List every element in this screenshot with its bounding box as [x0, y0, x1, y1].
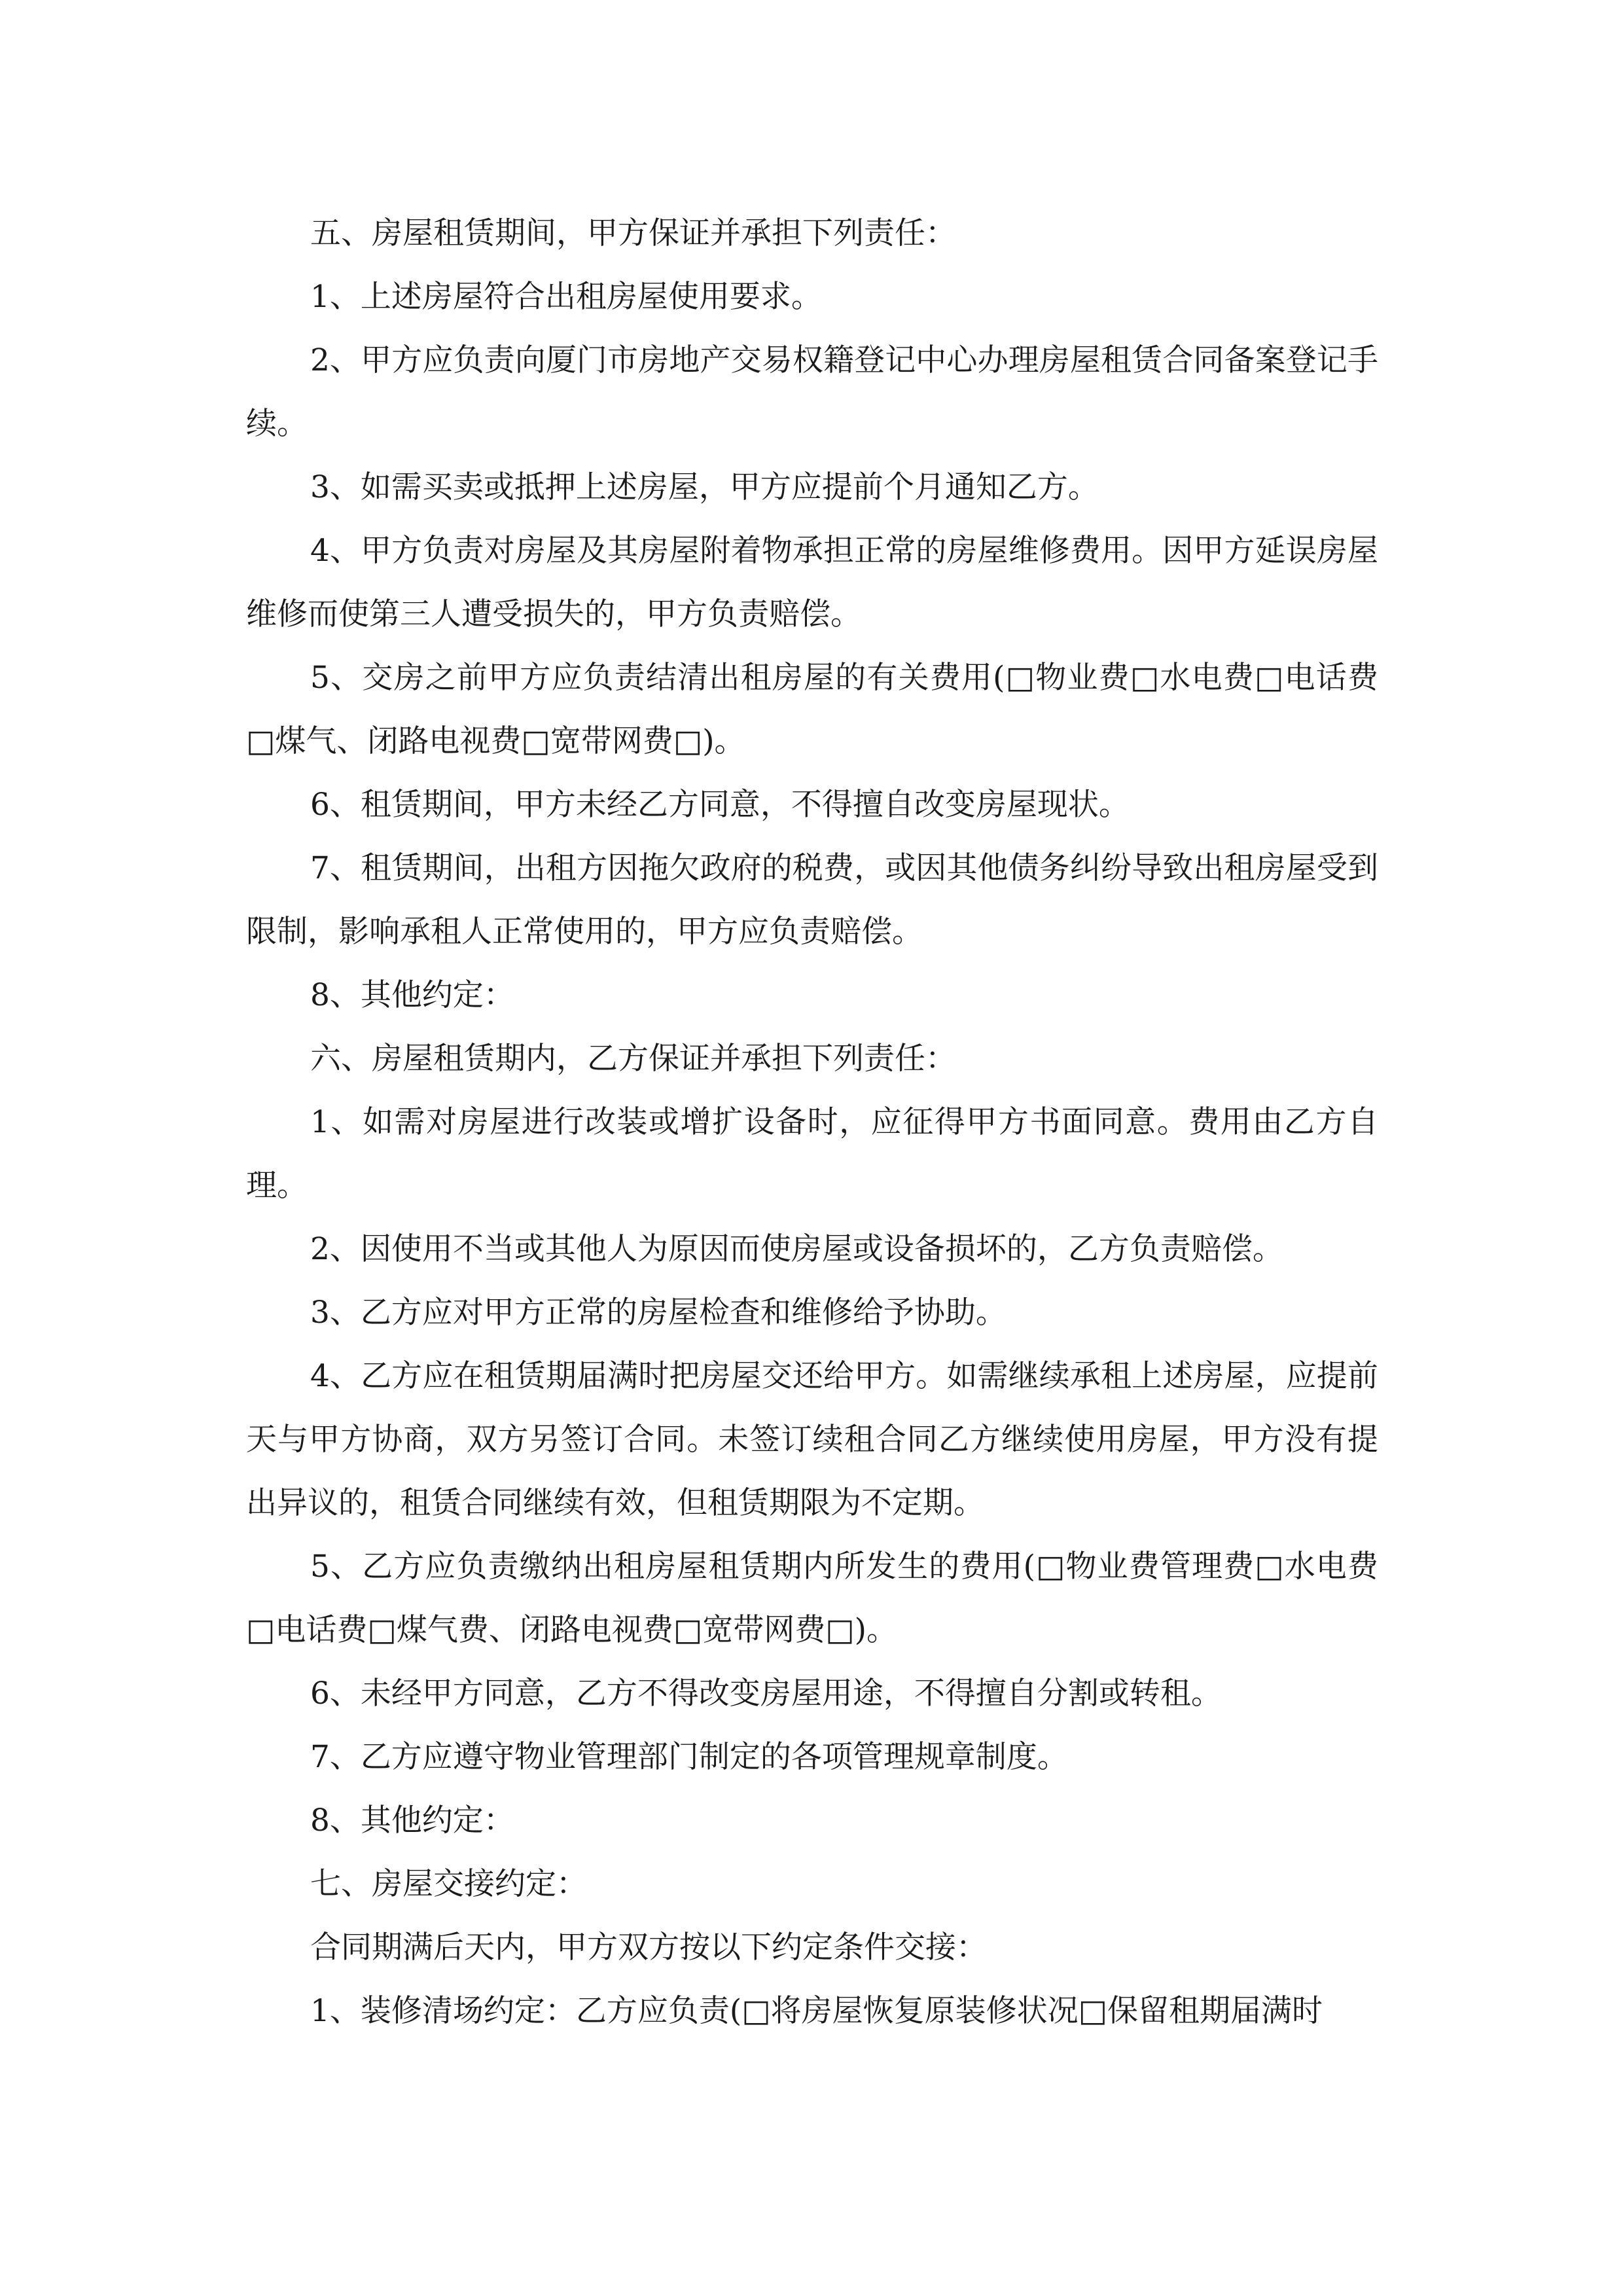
- contract-body: [246, 202, 1378, 2043]
- section-five-heading: 五、房屋租赁期间，甲方保证并承担下列责任：: [310, 215, 956, 251]
- clause-7-1: 1、装修清场约定：乙方应负责(□将房屋恢复原装修状况□保留租期届满时: [310, 1993, 1323, 2029]
- clause-5-5: 5、交房之前甲方应负责结清出租房屋的有关费用(□物业费□水电费□电话费□煤气、闭路电视费□宽带网费□)。: [246, 660, 1378, 759]
- clause-5-3: 3、如需买卖或抵押上述房屋，甲方应提前个月通知乙方。: [310, 469, 1099, 505]
- clause-6-1: 1、如需对房屋进行改装或增扩设备时，应征得甲方书面同意。费用由乙方自理。: [246, 1104, 1378, 1204]
- clause-6-4: 4、乙方应在租赁期届满时把房屋交还给甲方。如需继续承租上述房屋，应提前天与甲方协商，双方另签订合同。未签订续租合同乙方继续使用房屋，甲方没有提出异议的，租赁合同继续有效，但租赁期限为不定期。: [246, 1358, 1378, 1521]
- clause-6-7: 7、乙方应遵守物业管理部门制定的各项管理规章制度。: [310, 1739, 1068, 1775]
- clause-6-6: 6、未经甲方同意，乙方不得改变房屋用途，不得擅自分割或转租。: [310, 1676, 1222, 1712]
- clause-6-5: 5、乙方应负责缴纳出租房屋租赁期内所发生的费用(□物业费管理费□水电费□电话费□煤气费、闭路电视费□宽带网费□)。: [246, 1549, 1378, 1648]
- section-six-heading: 六、房屋租赁期内，乙方保证并承担下列责任：: [310, 1041, 956, 1077]
- clause-6-8: 8、其他约定：: [310, 1803, 514, 1839]
- clause-5-7: 7、租赁期间，出租方因拖欠政府的税费，或因其他债务纠纷导致出租房屋受到限制，影响承租人正常使用的，甲方应负责赔偿。: [246, 850, 1378, 950]
- clause-5-8: 8、其他约定：: [310, 977, 514, 1013]
- section-seven-heading: 七、房屋交接约定：: [310, 1866, 587, 1902]
- clause-5-6: 6、租赁期间，甲方未经乙方同意，不得擅自改变房屋现状。: [310, 787, 1130, 823]
- clause-7-intro: 合同期满后天内，甲方双方按以下约定条件交接：: [310, 1929, 987, 1965]
- clause-6-2: 2、因使用不当或其他人为原因而使房屋或设备损坏的，乙方负责赔偿。: [310, 1231, 1283, 1267]
- clause-6-3: 3、乙方应对甲方正常的房屋检查和维修给予协助。: [310, 1295, 1007, 1331]
- clause-5-2: 2、甲方应负责向厦门市房地产交易权籍登记中心办理房屋租赁合同备案登记手续。: [246, 342, 1378, 442]
- clause-5-4: 4、甲方负责对房屋及其房屋附着物承担正常的房屋维修费用。因甲方延误房屋维修而使第三人遭受损失的，甲方负责赔偿。: [246, 533, 1378, 632]
- clause-5-1: 1、上述房屋符合出租房屋使用要求。: [310, 279, 822, 315]
